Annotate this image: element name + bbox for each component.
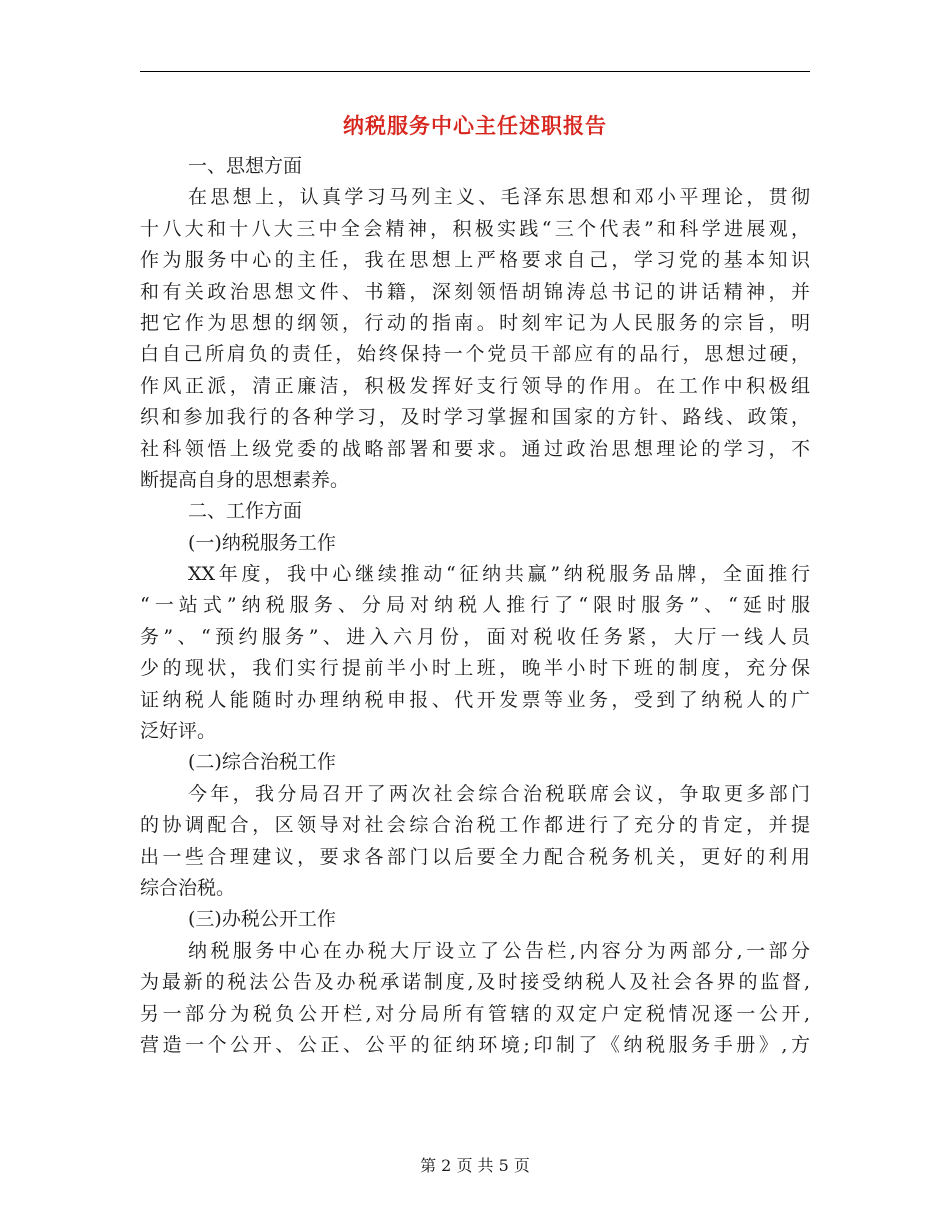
paragraph-line: 作为服务中心的主任，我在思想上严格要求自己，学习党的基本知识 [140,249,810,272]
paragraph-line: 作风正派，清正廉洁，积极发挥好支行领导的作用。在工作中积极组 [140,374,810,397]
subsection-heading: (二)综合治税工作 [188,751,336,774]
paragraph-line: 另一部分为税负公开栏,对分局所有管辖的双定户定税情况逐一公开, [140,1002,810,1025]
paragraph-line: 把它作为思想的纲领，行动的指南。时刻牢记为人民服务的宗旨，明 [140,311,810,334]
paragraph-line: 和有关政治思想文件、书籍，深刻领悟胡锦涛总书记的讲话精神，并 [140,280,810,303]
header-rule [140,71,810,72]
section-heading: 二、工作方面 [188,500,303,523]
paragraph-line: 证纳税人能随时办理纳税申报、代开发票等业务，受到了纳税人的广 [140,688,810,711]
paragraph-line: 出一些合理建议，要求各部门以后要全力配合税务机关，更好的利用 [140,845,810,868]
page-number: 第 2 页 共 5 页 [420,1156,530,1175]
paragraph-line: 务”、“预约服务”、进入六月份，面对税收任务紧，大厅一线人员 [140,625,810,648]
document-title: 纳税服务中心主任述职报告 [343,113,607,138]
paragraph-line: 白自己所肩负的责任，始终保持一个党员干部应有的品行，思想过硬， [140,343,810,366]
paragraph-line: 断提高自身的思想素养。 [140,468,350,491]
paragraph-line: 十八大和十八大三中全会精神，积极实践“三个代表”和科学进展观， [140,217,810,240]
paragraph-line: 泛好评。 [140,720,217,743]
paragraph-line: 综合治税。 [140,876,236,899]
paragraph-line: 的协调配合，区领导对社会综合治税工作都进行了充分的肯定，并提 [140,814,810,837]
paragraph-line: 少的现状，我们实行提前半小时上班，晚半小时下班的制度，充分保 [140,657,810,680]
paragraph-line: 今年，我分局召开了两次社会综合治税联席会议，争取更多部门 [188,782,810,805]
paragraph-line: “一站式”纳税服务、分局对纳税人推行了“限时服务”、“延时服 [140,594,810,617]
document-body [140,151,810,1061]
paragraph-line: XX年度，我中心继续推动“征纳共赢”纳税服务品牌，全面推行 [188,563,810,586]
paragraph-line: 织和参加我行的各种学习，及时学习掌握和国家的方针、路线、政策， [140,406,810,429]
subsection-heading: (三)办税公开工作 [188,908,336,931]
paragraph-line: 为最新的税法公告及办税承诺制度,及时接受纳税人及社会各界的监督, [140,971,810,994]
paragraph-line: 营造一个公开、公正、公平的征纳环境;印制了《纳税服务手册》,方 [140,1033,810,1056]
paragraph-line: 纳税服务中心在办税大厅设立了公告栏,内容分为两部分,一部分 [188,939,810,962]
section-heading: 一、思想方面 [188,155,303,177]
paragraph-line: 社科领悟上级党委的战略部署和要求。通过政治思想理论的学习，不 [140,437,810,460]
paragraph-line: 在思想上，认真学习马列主义、毛泽东思想和邓小平理论，贯彻 [188,186,810,209]
subsection-heading: (一)纳税服务工作 [188,531,336,554]
